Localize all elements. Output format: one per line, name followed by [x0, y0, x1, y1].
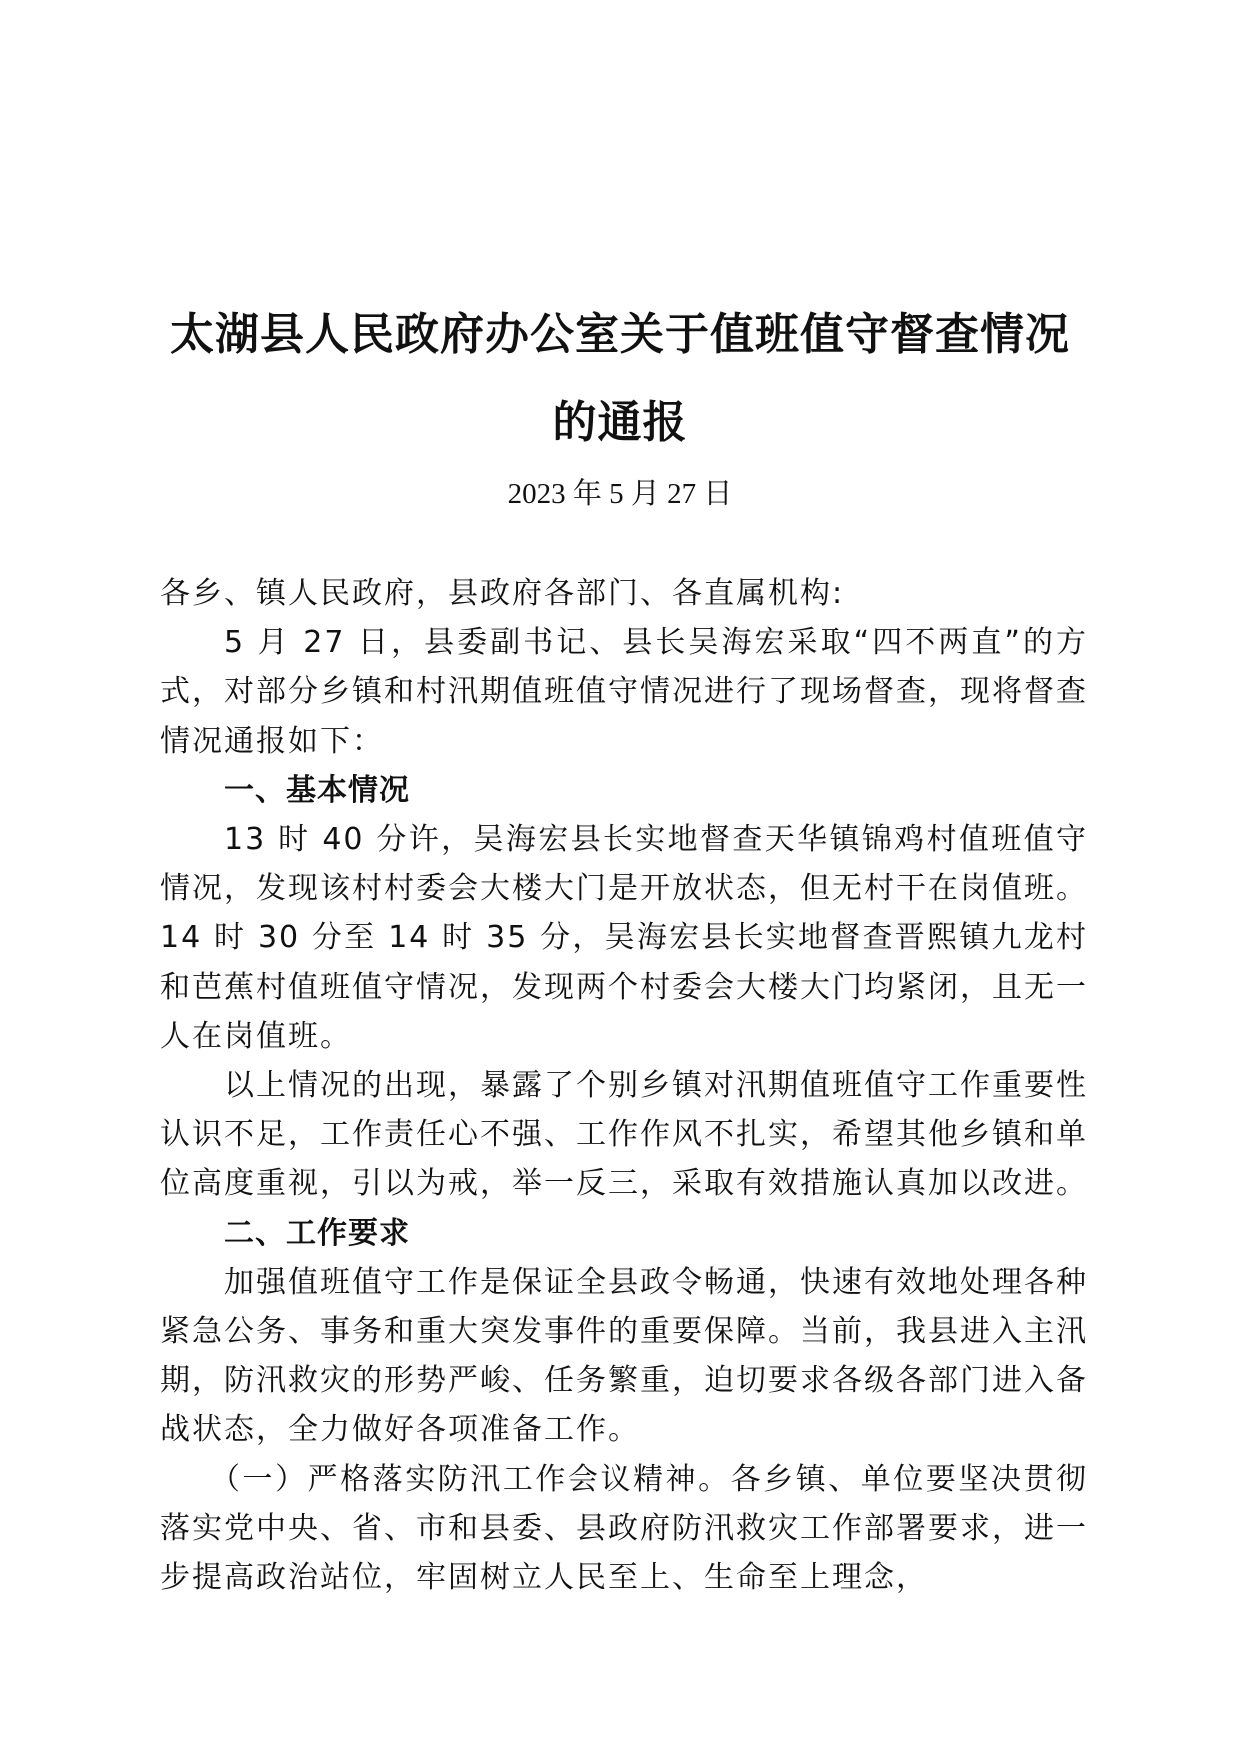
- section-1-paragraph-1: 13 时 40 分许，吴海宏县长实地督查天华镇锦鸡村值班值守情况，发现该村村委会大楼大门是开放状态，但无村干在岗值班。14 时 30 分至 14 时 35 分，吴海宏县长实地督查晋熙镇九龙村和芭蕉村值班值守情况，发现两个村委会大楼大门均紧闭，且无一人在岗值班。: [160, 822, 1088, 1054]
- document-title-line-2: 的通报: [552, 397, 688, 448]
- document-body: [160, 569, 1088, 1602]
- section-1-heading: 一、基本情况: [224, 772, 410, 808]
- document-date: 2023 年 5 月 27 日: [507, 478, 733, 510]
- intro-paragraph: 5 月 27 日，县委副书记、县长吴海宏采取“四不两直”的方式，对部分乡镇和村汛期值班值守情况进行了现场督查，现将督查情况通报如下：: [160, 625, 1088, 759]
- section-2-paragraph-1: 加强值班值守工作是保证全县政令畅通，快速有效地处理各种紧急公务、事务和重大突发事件的重要保障。当前，我县进入主汛期，防汛救灾的形势严峻、任务繁重，迫切要求各级各部门进入备战状态，全力做好各项准备工作。: [160, 1264, 1088, 1448]
- section-1-paragraph-2: 以上情况的出现，暴露了个别乡镇对汛期值班值守工作重要性认识不足，工作责任心不强、工作作风不扎实，希望其他乡镇和单位高度重视，引以为戒，举一反三，采取有效措施认真加以改进。: [160, 1068, 1088, 1202]
- section-2-item-1: （一）严格落实防汛工作会议精神。各乡镇、单位要坚决贯彻落实党中央、省、市和县委、县政府防汛救灾工作部署要求，进一步提高政治站位，牢固树立人民至上、生命至上理念，: [160, 1461, 1088, 1596]
- salutation: 各乡、镇人民政府，县政府各部门、各直属机构:: [160, 576, 845, 611]
- document-title-line-1: 太湖县人民政府办公室关于值班值守督查情况: [170, 309, 1070, 360]
- section-2-heading: 二、工作要求: [224, 1215, 410, 1251]
